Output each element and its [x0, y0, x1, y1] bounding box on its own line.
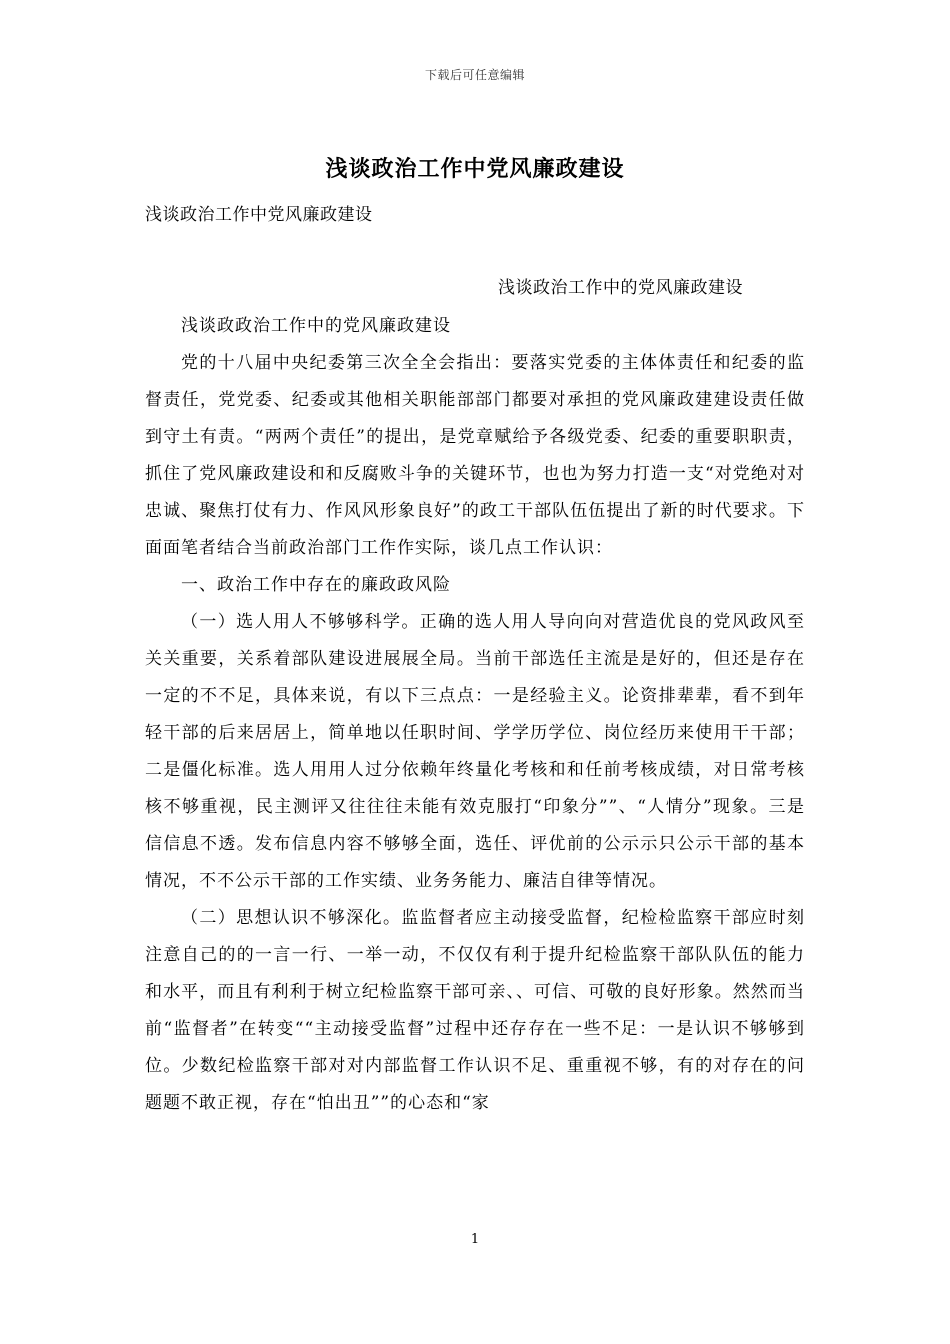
document-subtitle: 浅谈政治工作中党风廉政建设 [145, 205, 373, 225]
section-heading-1: 一、政治工作中存在的廉政政风险 [181, 575, 451, 595]
paragraph-point-2: （二）思想认识不够深化。监监督者应主动接受监督，纪检检监察干部应时刻注意自己的的一言一行、一举一动，不仅仅有利于提升纪检监察干部队队伍的能力和水平，而且有利利于树立纪检监察干部可亲、、可信、可敬的良好形象。然然而当前“监督者”在转变““主动接受监督”过程中还存存在一些不足：一是认识不够够到位。少数纪检监察干部对对内部监督工作认识不足、重重视不够，有的对存在的问题题不敢正视，存在“怕出丑””的心态和“家 [145, 908, 805, 1113]
paragraph-intro-heading: 浅谈政政治工作中的党风廉政建设 [181, 316, 451, 336]
paragraph-point-1: （一）选人用人不够够科学。正确的选人用人导向向对营造优良的党风政风至关关重要，关系着部队建设进展展全局。当前干部选任主流是是好的，但还是存在一定的不不足，具体来说，有以下三点点：一是经验主义。论资排辈辈，看不到年轻干部的后来居居上，简单地以任职时间、学学历学位、岗位经历来使用干干部；二是僵化标准。选人用用人过分依赖年终量化考核和和任前考核成绩，对日常考核核不够重视，民主测评又往往往未能有效克服打“印象分””、“人情分”现象。三是信信息不透。发布信息内容不够够全面，选任、评优前的公示示只公示干部的基本情况，不不公示干部的工作实绩、业务务能力、廉洁自律等情况。 [145, 612, 805, 891]
paragraph-intro: 党的十八届中央纪委第三次全全会指出：要落实党委的主体体责任和纪委的监督责任，党党委、纪委或其他相关职能部部门都要对承担的党风廉政建建设责任做到守土有责。“两两个责任”的提出，是党章赋给予各级党委、纪委的重要职职责，抓住了党风廉政建设和和反腐败斗争的关键环节，也也为努力打造一支“对党绝对对忠诚、聚焦打仗有力、作风风形象良好”的政工干部队伍伍提出了新的时代要求。下面面笔者结合当前政治部门工作作实际，谈几点工作认识： [145, 353, 805, 558]
right-aligned-title: 浅谈政治工作中的党风廉政建设 [498, 278, 743, 298]
page-number: 1 [470, 1232, 480, 1247]
document-title: 浅谈政治工作中党风廉政建设 [325, 156, 625, 182]
header-note: 下载后可任意编辑 [424, 68, 525, 82]
document-body [145, 308, 805, 1122]
